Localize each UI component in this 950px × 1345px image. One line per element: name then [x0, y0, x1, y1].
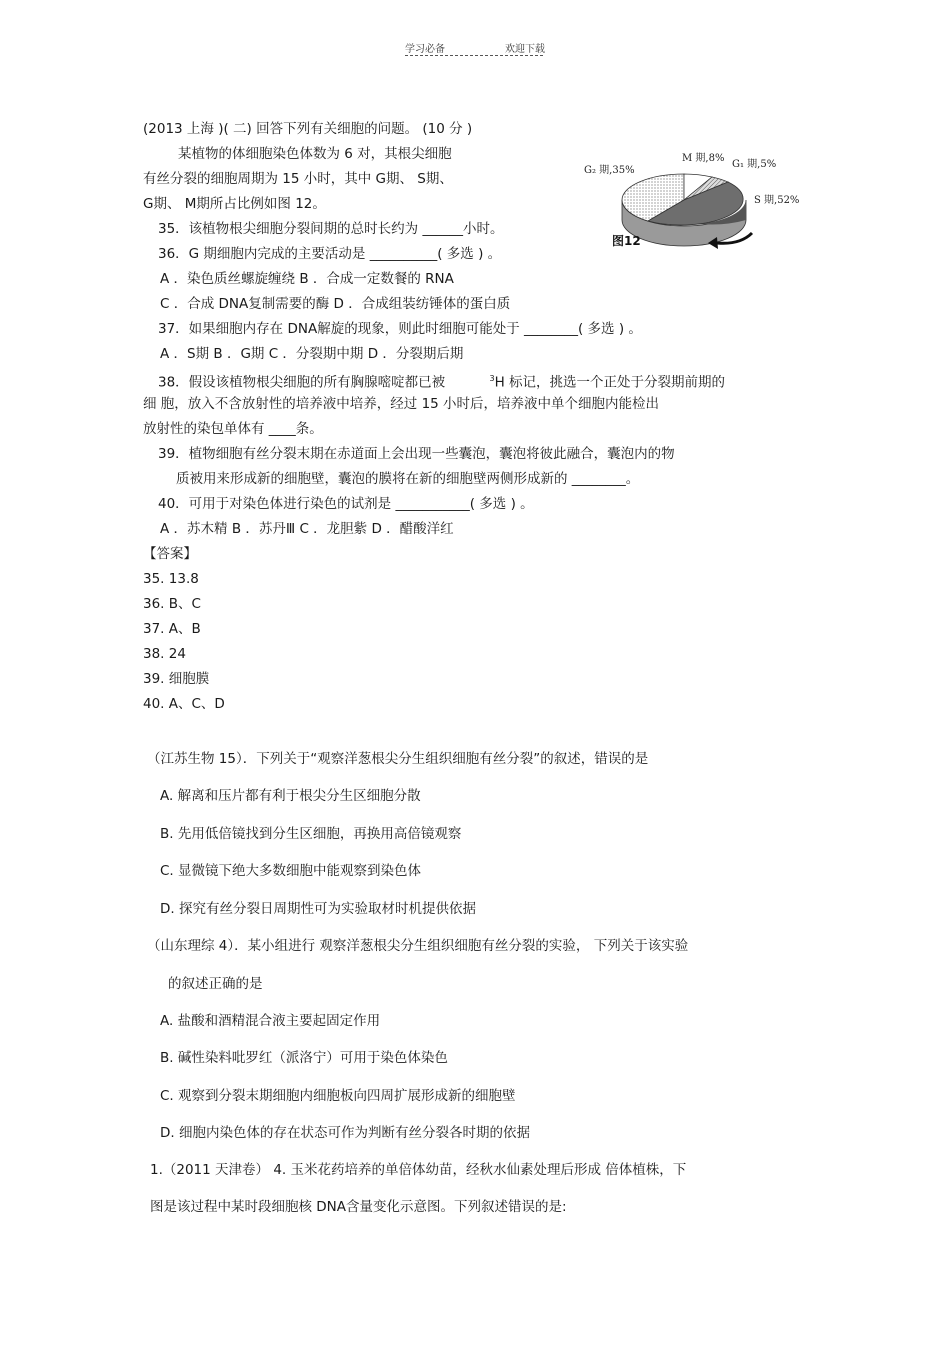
question-35: 35．该植物根尖细胞分裂间期的总时长约为 ______小时。 — [158, 221, 504, 237]
answer-item: 40. A、C、D — [143, 696, 225, 712]
option-b: B. 先用低倍镜找到分生区细胞，再换用高倍镜观察 — [160, 826, 462, 842]
option-a: A. 解离和压片都有利于根尖分生区细胞分散 — [160, 788, 421, 804]
answer-item: 38. 24 — [143, 646, 186, 662]
label-g2: G₂ 期,35% — [584, 165, 635, 176]
label-s: S 期,52% — [754, 195, 800, 206]
option-a: A. 盐酸和酒精混合液主要起固定作用 — [160, 1013, 381, 1029]
question-text: 图是该过程中某时段细胞核 DNA含量变化示意图。下列叙述错误的是: — [150, 1199, 567, 1215]
answer-item: 36. B、C — [143, 596, 201, 612]
answer-item: 39. 细胞膜 — [143, 671, 210, 687]
header-left: 学习必备 — [405, 44, 445, 55]
option-row: A ．染色质丝螺旋缠绕 B ．合成一定数餐的 RNA — [160, 271, 454, 287]
label-g1: G₁ 期,5% — [732, 159, 777, 170]
question-text: 某植物的体细胞染色体数为 6 对，其根尖细胞 — [178, 146, 452, 162]
question-title: (2013 上海 )( 二) 回答下列有关细胞的问题。 (10 分 ) — [143, 121, 473, 137]
question-38 — [158, 370, 725, 392]
question-text: 质被用来形成新的细胞壁，囊泡的膜将在新的细胞壁两侧形成新的 ________。 — [176, 471, 640, 487]
question-text: 细 胞，放入不含放射性的培养液中培养，经过 15 小时后，培养液中单个细胞内能检出 — [143, 396, 660, 412]
question-39: 39．植物细胞有丝分裂末期在赤道面上会出现一些囊泡，囊泡将彼此融合，囊泡内的物 — [158, 446, 675, 462]
question-38-part1: 38．假设该植物根尖细胞的所有胸腺嘧啶都已被 — [158, 374, 446, 391]
option-row: A ．S期 B ．G期 C ．分裂期中期 D ．分裂期后期 — [160, 346, 464, 362]
superscript-3: 3 — [489, 374, 495, 383]
answer-item: 35. 13.8 — [143, 571, 199, 587]
question-40: 40．可用于对染色体进行染色的试剂是 ___________( 多选 ) 。 — [158, 496, 534, 512]
option-b: B. 碱性染料吡罗红（派洛宁）可用于染色体染色 — [160, 1050, 448, 1066]
cell-cycle-pie-figure — [582, 145, 812, 255]
figure-caption: 图12 — [612, 234, 641, 248]
header-rule — [405, 55, 543, 56]
option-row: C ．合成 DNA复制需要的酶 D ．合成组装纺锤体的蛋白质 — [160, 296, 511, 312]
option-c: C. 观察到分裂末期细胞内细胞板向四周扩展形成新的细胞壁 — [160, 1088, 516, 1104]
question-jiangsu: （江苏生物 15）．下列关于“观察洋葱根尖分生组织细胞有丝分裂”的叙述，错误的是 — [147, 751, 649, 767]
option-d: D. 探究有丝分裂日周期性可为实验取材时机提供依据 — [160, 901, 476, 917]
question-38-part2: H 标记，挑选一个正处于分裂期前期的 — [494, 374, 726, 391]
question-36: 36．G 期细胞内完成的主要活动是 __________( 多选 ) 。 — [158, 246, 502, 262]
option-d: D. 细胞内染色体的存在状态可作为判断有丝分裂各时期的依据 — [160, 1125, 530, 1141]
option-c: C. 显微镜下绝大多数细胞中能观察到染色体 — [160, 863, 422, 879]
question-text: 有丝分裂的细胞周期为 15 小时，其中 G期、 S期、 — [143, 171, 453, 187]
option-row: A ．苏木精 B ．苏丹Ⅲ C ．龙胆紫 D ．醋酸洋红 — [160, 521, 454, 537]
question-37: 37．如果细胞内存在 DNA解旋的现象，则此时细胞可能处于 ________( 多选 ) 。 — [158, 321, 642, 337]
question-text: G期、 M期所占比例如图 12。 — [143, 196, 326, 212]
page-header — [405, 40, 545, 55]
header-right: 欢迎下载 — [505, 44, 545, 55]
question-tianjin: 1.（2011 天津卷） 4. 玉米花药培养的单倍体幼苗，经秋水仙素处理后形成 倍体植株，下 — [150, 1162, 687, 1178]
answer-item: 37. A、B — [143, 621, 201, 637]
question-shandong: （山东理综 4）．某小组进行 观察洋葱根尖分生组织细胞有丝分裂的实验， 下列关于该实验 — [147, 938, 689, 954]
question-text: 放射性的染包单体有 ____条。 — [143, 421, 323, 437]
label-m: M 期,8% — [682, 153, 725, 164]
question-text: 的叙述正确的是 — [168, 976, 263, 992]
answer-heading: 【答案】 — [143, 546, 197, 562]
